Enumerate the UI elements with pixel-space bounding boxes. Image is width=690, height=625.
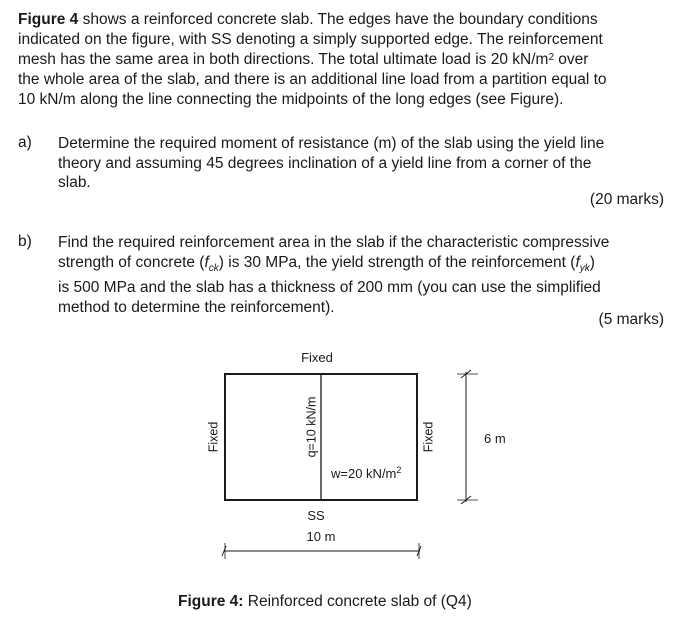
width-dimension-label: 10 m xyxy=(306,529,336,544)
bottom-edge-label: SS xyxy=(307,508,325,523)
intro-line-2: indicated on the figure, with SS denoting a simply supported edge. The reinforcement xyxy=(18,31,603,48)
figure-reference: Figure 4 xyxy=(18,11,79,28)
area-load-label: w=20 $kN/m^2$ xyxy=(331,465,402,481)
question-b-label: b) xyxy=(18,233,32,250)
height-dimension-label: 6 m xyxy=(484,431,506,446)
top-edge-label: Fixed xyxy=(301,350,333,365)
question-a-marks: (20 marks) xyxy=(589,191,664,208)
intro-line-3: mesh has the same area in both directions. The total ultimate load is 20 $kN/m^2$ over xyxy=(18,51,589,68)
question-a-label: a) xyxy=(18,134,32,151)
line-load-label: q=10 kN/m xyxy=(304,396,319,458)
intro-line-4: the whole area of the slab, and there is an additional line load from a partition equal to xyxy=(18,71,607,88)
intro-line-5: 10 kN/m along the line connecting the midpoints of the long edges (see Figure). xyxy=(18,91,564,108)
left-edge-label: Fixed xyxy=(206,421,221,453)
question-b-marks: (5 marks) xyxy=(598,311,664,328)
question-b-text: Find the required reinforcement area in the slab if the characteristic compressive strength of concrete $(f_{ck})$ is 30 MPa, the yield strength of the reinforcement $(f_{yk})$ is 500 MPa and the slab has a thickness of 200 mm (you can use the simplified method to determine the reinforcement). xyxy=(58,234,610,316)
figure-caption: Figure 4: Reinforced concrete slab of (Q4) xyxy=(178,593,472,610)
right-edge-label: Fixed xyxy=(421,421,436,453)
intro-line-1: Figure 4 shows a reinforced concrete slab. The edges have the boundary conditions xyxy=(18,11,598,28)
question-a-text: Determine the required moment of resistance (m) of the slab using the yield line theory and assuming 45 degrees inclination of a yield line from a corner of the slab. xyxy=(58,135,605,191)
